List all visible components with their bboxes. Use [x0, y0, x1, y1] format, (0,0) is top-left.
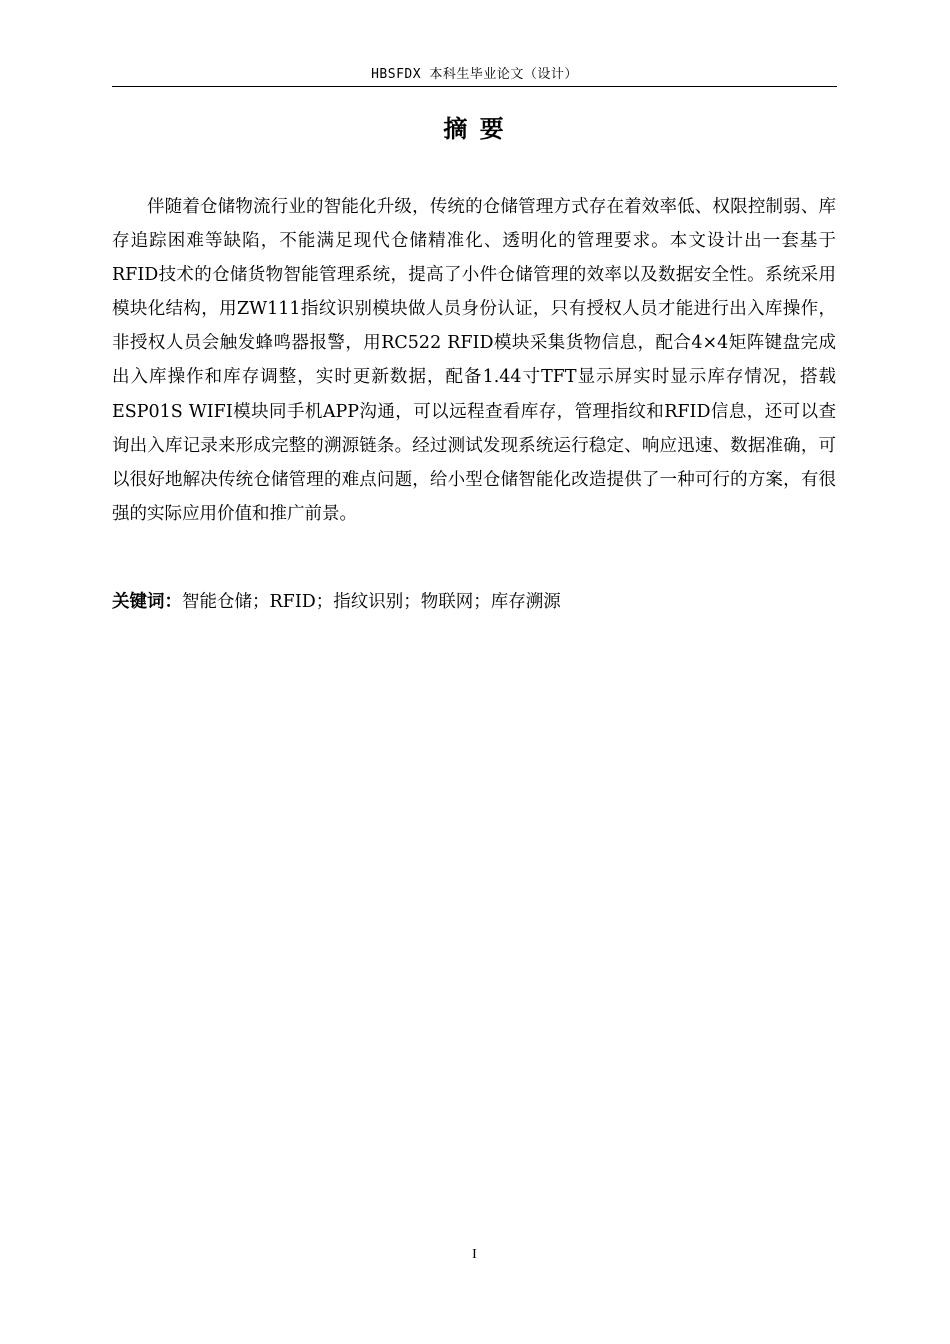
abstract-title: 摘 要 [443, 115, 506, 143]
abstract-body: 伴随着仓储物流行业的智能化升级，传统的仓储管理方式存在着效率低、权限控制弱、库存追踪困难等缺陷，不能满足现代仓储精准化、透明化的管理要求。本文设计出一套基于RFID技术的仓储货物智能管理系统，提高了小件仓储管理的效率以及数据安全性。系统采用模块化结构，用ZW111指纹识别模块做人员身份认证，只有授权人员才能进行出入库操作，非授权人员会触发蜂鸣器报警，用RC522 RFID模块采集货物信息，配合4×4矩阵键盘完成出入库操作和库存调整，实时更新数据，配备1.44寸TFT显示屏实时显示库存情况，搭载ESP01S WIFI模块同手机APP沟通，可以远程查看库存，管理指纹和RFID信息，还可以查询出入库记录来形成完整的溯源链条。经过测试发现系统运行稳定、响应迅速、数据准确，可以很好地解决传统仓储管理的难点问题，给小型仓储智能化改造提供了一种可行的方案，有很强的实际应用价值和推广前景。 [112, 197, 836, 524]
running-header: HBSFDX 本科生毕业论文（设计） [371, 67, 578, 82]
keywords [112, 587, 837, 617]
keywords-label: 关键词： [112, 592, 182, 612]
page-number: I [472, 1247, 477, 1262]
keywords-text: 智能仓储；RFID；指纹识别；物联网；库存溯源 [182, 592, 561, 612]
header-rule [112, 86, 837, 87]
